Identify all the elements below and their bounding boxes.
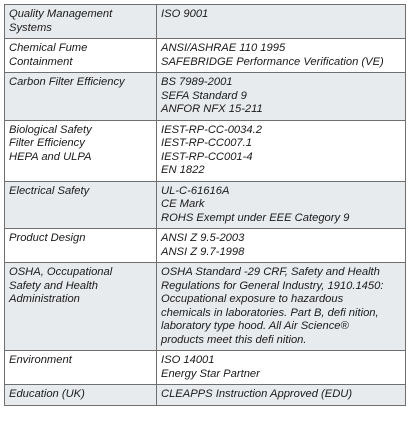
table-row [5,5,406,39]
standard-text: ANSI Z 9.7-1998 [161,245,245,258]
standard-text: ANSI/ASHRAE 110 1995 [161,42,286,54]
standard-text: ISO 9001 [161,8,209,20]
category-cell [5,120,157,181]
category-cell [5,229,157,263]
category-cell [5,351,157,385]
table-row [5,120,406,181]
standard-text: CLEAPPS Instruction Approved (EDU) [161,388,353,400]
standards-table [4,4,406,406]
table-row [5,181,406,229]
category-cell [5,5,157,39]
standards-table-container [4,4,405,443]
standards-cell [157,263,406,351]
standard-text: Occupational exposure to hazardous [161,293,344,305]
standard-text: chemicals in laboratories. Part B, defi nition, [161,306,379,319]
standard-text: EN 1822 [161,164,205,176]
standard-text: ISO 14001 [161,354,215,366]
category-cell [5,39,157,73]
category-text: Environment [9,354,72,366]
table-row [5,351,406,385]
table-row [5,73,406,121]
standard-text: IEST-RP-CC001-4 [161,150,253,163]
category-text: Electrical Safety [9,184,90,197]
category-text: Systems [9,21,52,34]
standard-text: CE Mark [161,198,205,210]
standards-cell [157,5,406,39]
category-cell [5,73,157,121]
category-text: Quality Management [9,8,113,20]
standard-text: Regulations for General Industry, 1910.1450: [161,279,384,292]
standard-text: ROHS Exempt under EEE Category 9 [161,211,350,224]
standard-text: IEST-RP-CC007.1 [161,137,252,149]
category-text: Product Design [9,232,86,244]
category-text: Safety and Health [9,279,98,292]
table-row [5,385,406,406]
standards-cell [157,351,406,385]
standards-cell [157,229,406,263]
standard-text: SEFA Standard 9 [161,89,247,102]
standards-cell [157,73,406,121]
category-cell [5,385,157,406]
standards-cell [157,385,406,406]
category-text: Biological Safety [9,123,92,136]
standard-text: Energy Star Partner [161,367,260,380]
standards-cell [157,39,406,73]
category-text: Carbon Filter Efficiency [9,76,125,88]
category-text: Administration [9,293,80,305]
category-cell [5,181,157,229]
category-cell [5,263,157,351]
standards-cell [157,120,406,181]
standard-text: laboratory type hood. All Air Science® [161,320,349,332]
category-text: OSHA, Occupational [9,266,113,278]
standard-text: ANFOR NFX 15-211 [161,103,263,115]
category-text: HEPA and ULPA [9,150,92,163]
standard-text: ANSI Z 9.5-2003 [161,232,245,244]
category-text: Containment [9,55,73,68]
category-text: Education (UK) [9,388,85,400]
standard-text: OSHA Standard -29 CRF, Safety and Health [161,266,380,278]
category-text: Filter Efficiency [9,137,85,149]
table-row [5,263,406,351]
standards-cell [157,181,406,229]
standards-table-body [5,5,406,406]
standard-text: BS 7989-2001 [161,76,233,88]
standard-text: SAFEBRIDGE Performance Verification (VE) [161,55,384,68]
standard-text: UL-C-61616A [161,184,230,197]
category-text: Chemical Fume [9,42,88,54]
standard-text: IEST-RP-CC-0034.2 [161,123,262,136]
standard-text: products meet this defi nition. [161,333,307,346]
table-row [5,229,406,263]
table-row [5,39,406,73]
